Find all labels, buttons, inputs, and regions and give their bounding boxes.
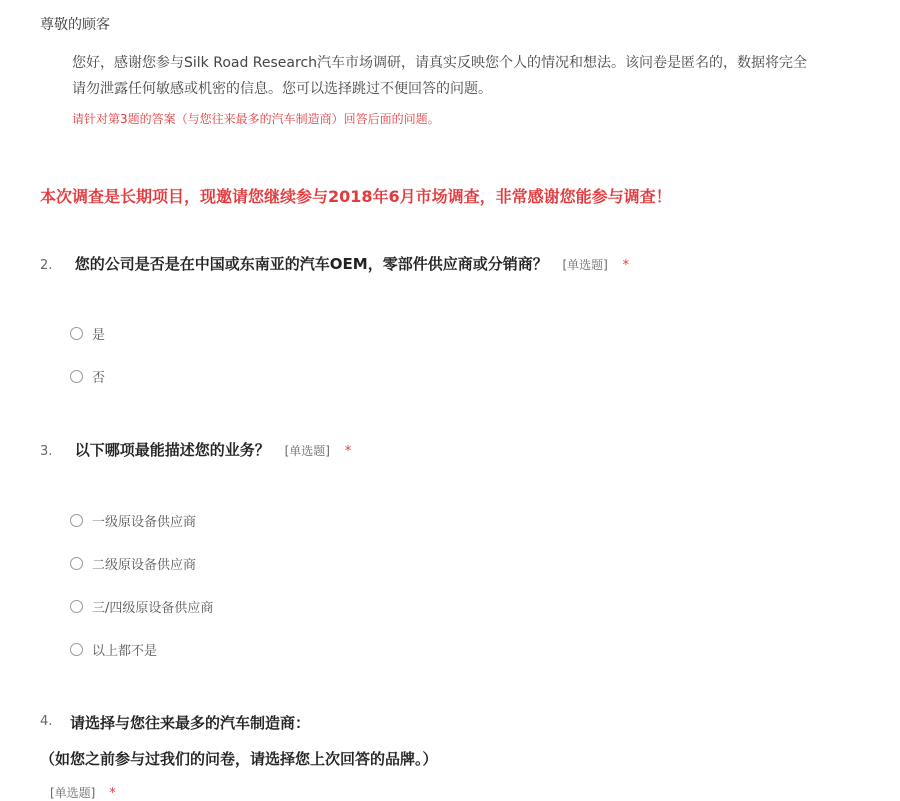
- option-label: 三/四级原设备供应商: [92, 601, 214, 616]
- question-4-meta: [50, 784, 116, 801]
- question-type-label: [单选题]: [284, 444, 330, 458]
- question-title: 您的公司是否是在中国或东南亚的汽车OEM，零部件供应商或分销商？: [74, 255, 548, 273]
- question-3-header: [40, 439, 351, 460]
- radio-button[interactable]: [70, 643, 83, 656]
- intro-paragraph: [72, 50, 900, 102]
- question-number: 3.: [40, 444, 53, 459]
- question-2-header: [40, 253, 629, 274]
- radio-button[interactable]: [70, 327, 83, 340]
- q2-option-yes[interactable]: [70, 324, 105, 343]
- q3-option-tier1[interactable]: [70, 511, 196, 530]
- greeting-text: 尊敬的顾客: [40, 17, 110, 33]
- radio-button[interactable]: [70, 557, 83, 570]
- option-label: 是: [92, 328, 106, 343]
- question-4-subtitle: （如您之前参与过我们的问卷，请选择您上次回答的品牌。）: [40, 750, 438, 768]
- question-number: 4.: [40, 714, 53, 729]
- q3-option-none[interactable]: [70, 640, 157, 659]
- question-type-label: [单选题]: [562, 258, 608, 272]
- option-label: 否: [92, 371, 106, 386]
- q3-option-tier3-4[interactable]: [70, 597, 213, 616]
- option-label: 以上都不是: [92, 644, 158, 659]
- radio-button[interactable]: [70, 600, 83, 613]
- required-asterisk: *: [109, 786, 116, 801]
- q3-option-tier2[interactable]: [70, 554, 196, 573]
- intro-line-1: 您好，感谢您参与Silk Road Research汽车市场调研，请真实反映您个人的情况和想法。该问卷是匿名的，数据将完全: [72, 55, 808, 71]
- intro-line-2: 请勿泄露任何敏感或机密的信息。您可以选择跳过不便回答的问题。: [72, 81, 492, 97]
- option-label: 二级原设备供应商: [92, 558, 197, 573]
- q2-option-no[interactable]: [70, 367, 105, 386]
- option-label: 一级原设备供应商: [92, 515, 197, 530]
- question-4-title: 请选择与您往来最多的汽车制造商：: [70, 714, 311, 732]
- required-asterisk: *: [622, 258, 630, 273]
- question-type-label: [单选题]: [50, 786, 96, 800]
- required-asterisk: *: [344, 444, 352, 459]
- survey-banner: 本次调查是长期项目，现邀请您继续参与2018年6月市场调查，非常感谢您能参与调查！: [40, 187, 672, 206]
- question-title: 以下哪项最能描述您的业务？: [74, 441, 270, 459]
- radio-button[interactable]: [70, 370, 83, 383]
- instruction-note: 请针对第3题的答案（与您往来最多的汽车制造商）回答后面的问题。: [72, 112, 440, 126]
- radio-button[interactable]: [70, 514, 83, 527]
- question-number: 2.: [40, 258, 53, 273]
